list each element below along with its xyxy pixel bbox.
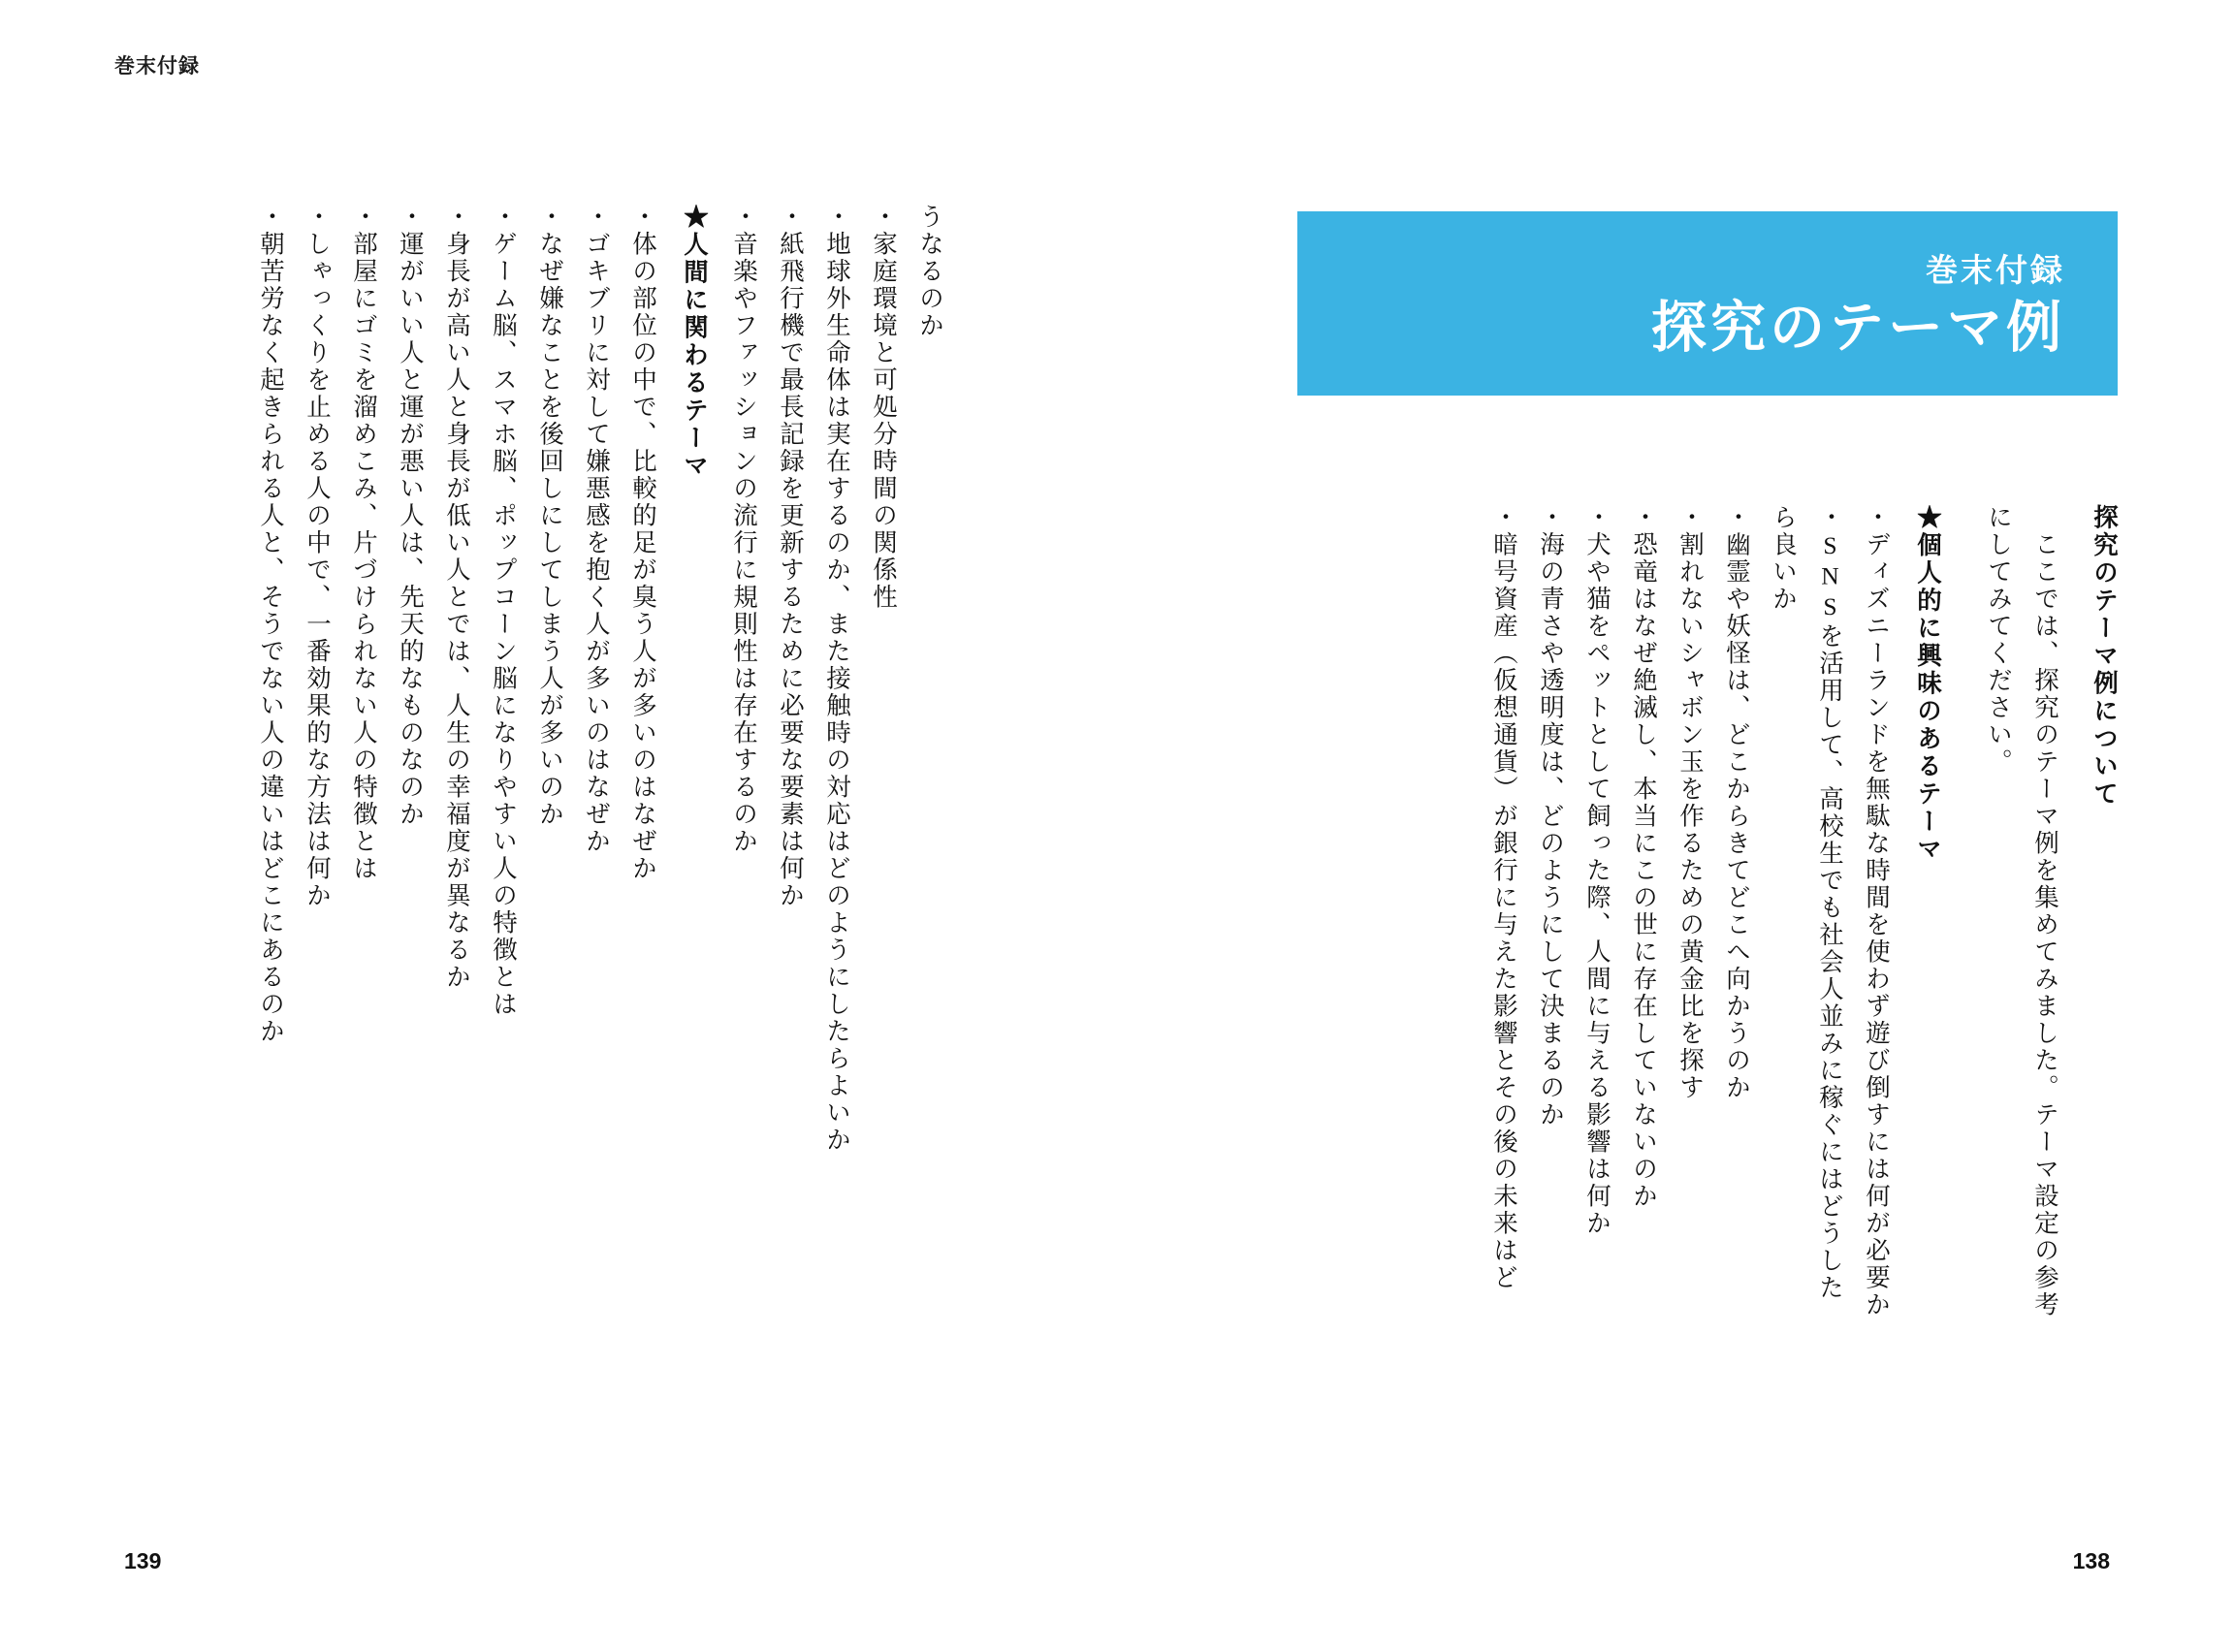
left-item-2: ・地球外生命体は実在するのか、また接触時の対応はどのようにしたらよいか xyxy=(823,204,851,1154)
left-item-10: ・運がいい人と運が悪い人は、先天的なものなのか xyxy=(397,204,425,828)
appendix-title: 探究のテーマ例 xyxy=(1651,296,2065,359)
right-item-4: ・割れないシャボン玉を作るための黄金比を探す xyxy=(1676,504,1705,1101)
page-number-left: 139 xyxy=(124,1548,162,1573)
left-page-body xyxy=(107,204,960,1406)
left-item-1: ・家庭環境と可処分時間の関係性 xyxy=(870,204,898,611)
left-item-9: ・身長が高い人と身長が低い人とでは、人生の幸福度が異なるか xyxy=(443,204,471,991)
right-item-8: ・暗号資産（仮想通貨）が銀行に与えた影響とその後の未来はど xyxy=(1490,504,1518,1291)
left-item-4: ・音楽やファッションの流行に規則性は存在するのか xyxy=(730,204,758,855)
right-intro-line-1: ここでは、探究のテーマ例を集めてみました。テーマ設定の参考 xyxy=(2031,531,2059,1318)
left-item-6: ・ゴキブリに対して嫌悪感を抱く人が多いのはなぜか xyxy=(583,204,611,855)
left-item-3: ・紙飛行機で最長記録を更新するために必要な要素は何か xyxy=(777,204,805,909)
right-heading: 探究のテーマ例について xyxy=(2090,504,2118,809)
left-item-7: ・なぜ嫌なことを後回しにしてしまう人が多いのか xyxy=(536,204,564,828)
left-item-11: ・部屋にゴミを溜めこみ、片づけられない人の特徴とは xyxy=(350,204,378,882)
right-item-3: ・幽霊や妖怪は、どこからきてどこへ向かうのか xyxy=(1723,504,1751,1101)
right-page-body xyxy=(1280,504,2133,1532)
left-item-13: ・朝苦労なく起きられる人と、そうでない人の違いはどこにあるのか xyxy=(257,204,285,1045)
left-item-12: ・しゃっくりを止める人の中で、一番効果的な方法は何か xyxy=(303,204,332,909)
appendix-kicker: 巻末付録 xyxy=(1926,251,2065,288)
running-head: 巻末付録 xyxy=(114,55,200,78)
right-item-2: ・SNSを活用して、高校生でも社会人並みに稼ぐにはどうした xyxy=(1816,504,1844,1302)
right-section-title: ★個人的に興味のあるテーマ xyxy=(1914,504,1941,864)
left-item-8: ・ゲーム脳、スマホ脳、ポップコーン脳になりやすい人の特徴とは xyxy=(490,204,518,1018)
right-item-6: ・犬や猫をペットとして飼った際、人間に与える影響は何か xyxy=(1583,504,1612,1237)
left-section-title: ★人間に関わるテーマ xyxy=(681,204,708,480)
left-item-5: ・体の部位の中で、比較的足が臭う人が多いのはなぜか xyxy=(629,204,657,882)
right-item-7: ・海の青さや透明度は、どのようにして決まるのか xyxy=(1537,504,1565,1128)
right-item-5: ・恐竜はなぜ絶滅し、本当にこの世に存在していないのか xyxy=(1630,504,1658,1210)
right-intro-line-2: にしてみてください。 xyxy=(1985,504,2013,776)
appendix-title-band xyxy=(1297,211,2118,396)
right-item-1: ・ディズニーランドを無駄な時間を使わず遊び倒すには何が必要か xyxy=(1863,504,1891,1318)
left-continuation: うなるのか xyxy=(916,204,944,339)
page-number-right: 138 xyxy=(2072,1548,2110,1573)
right-item-2-cont: ら良いか xyxy=(1770,504,1798,613)
